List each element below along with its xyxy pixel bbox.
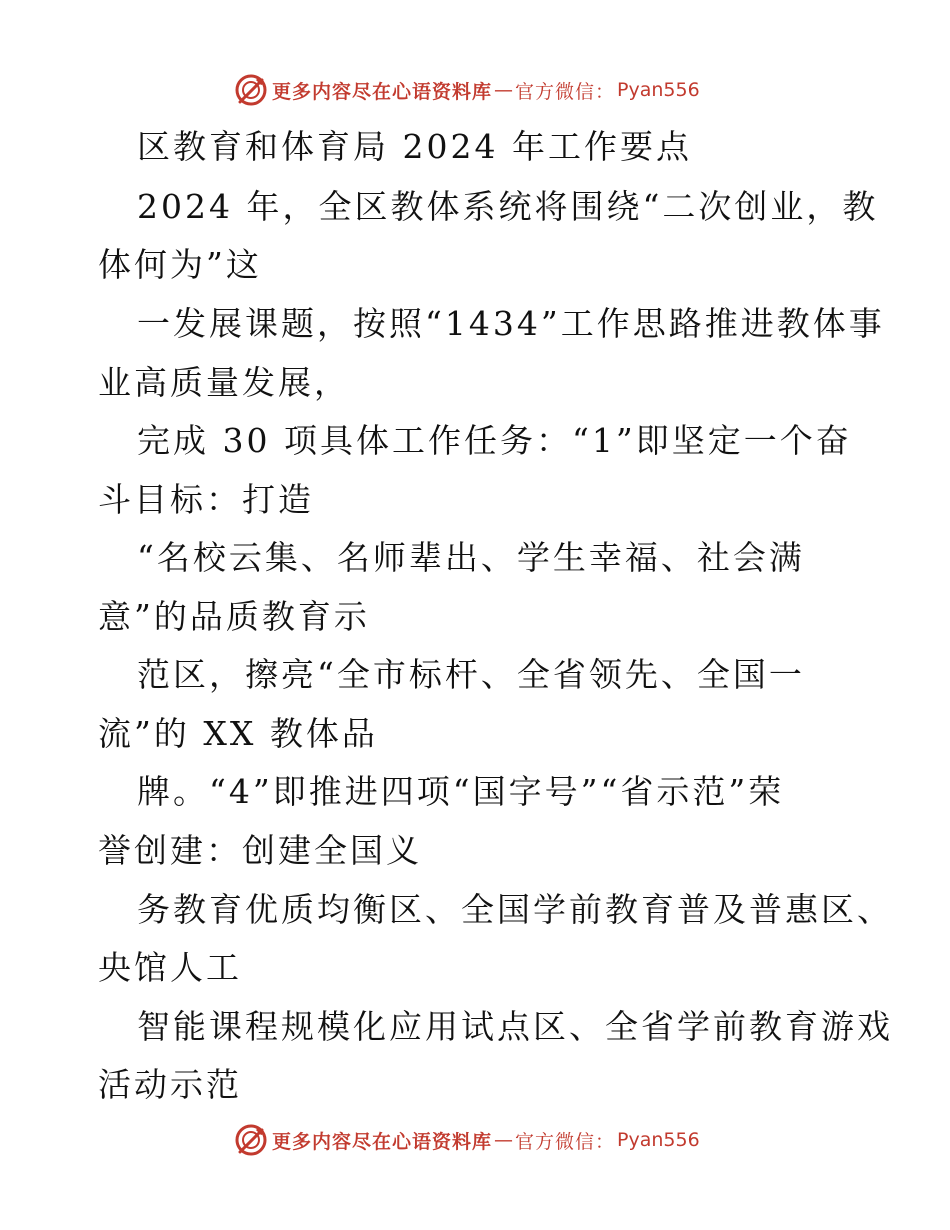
watermark-brand: 更多内容尽在心语资料库 xyxy=(272,1130,493,1153)
document-title: 区教育和体育局 2024 年工作要点 xyxy=(137,127,692,166)
watermark-separator: — xyxy=(494,1129,514,1151)
watermark-brand: 更多内容尽在心语资料库 xyxy=(272,80,493,103)
watermark-wechat-label: 官方微信： xyxy=(515,1130,616,1153)
text-line: 务教育优质均衡区、全国学前教育普及普惠区、 xyxy=(137,890,893,929)
text-line: 意”的品质教育示 xyxy=(98,597,370,636)
text-line: 央馆人工 xyxy=(98,948,242,987)
text-line: 斗目标：打造 xyxy=(98,480,314,519)
watermark-separator: — xyxy=(494,79,514,101)
text-line: 业高质量发展， xyxy=(98,363,350,402)
text-line: 活动示范 xyxy=(98,1065,242,1104)
text-line: 誉创建：创建全国义 xyxy=(98,831,422,870)
text-line: 体何为”这 xyxy=(98,245,262,284)
text-line: 流”的 XX 教体品 xyxy=(98,714,378,753)
text-line: 牌。“4”即推进四项“国字号”“省示范”荣 xyxy=(137,772,785,811)
watermark-footer xyxy=(234,1122,700,1158)
text-line: 一发展课题，按照“1434”工作思路推进教体事 xyxy=(137,304,885,343)
text-line: 2024 年，全区教体系统将围绕“二次创业，教 xyxy=(137,187,879,226)
text-line: 完成 30 项具体工作任务：“1”即坚定一个奋 xyxy=(137,421,852,460)
text-line: 范区，擦亮“全市标杆、全省领先、全国一 xyxy=(137,655,805,694)
watermark-wechat-id: Pyan556 xyxy=(617,79,700,101)
text-line: 智能课程规模化应用试点区、全省学前教育游戏 xyxy=(137,1007,893,1046)
pen-logo-icon xyxy=(234,1123,268,1157)
watermark-wechat-label: 官方微信： xyxy=(515,80,616,103)
watermark-wechat-id: Pyan556 xyxy=(617,1129,700,1151)
text-line: “名校云集、名师辈出、学生幸福、社会满 xyxy=(137,538,805,577)
